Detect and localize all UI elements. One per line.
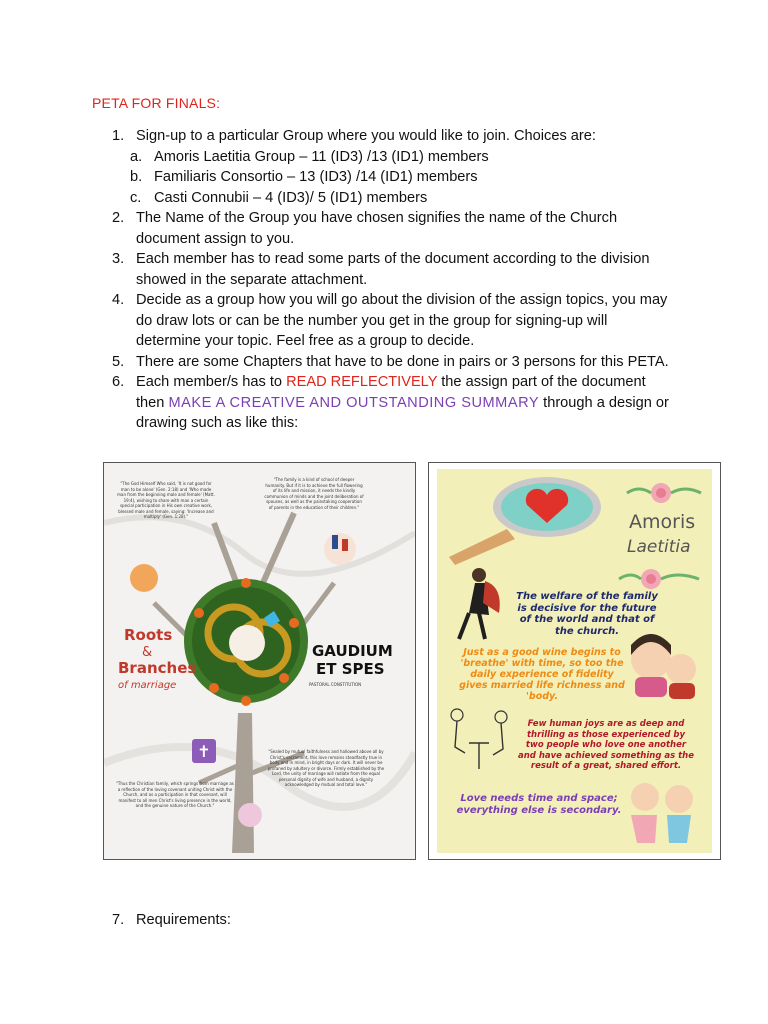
- item-text: The Name of the Group you have chosen signifies the name of the Church document assign to you.: [136, 210, 618, 247]
- creative-summary-highlight: MAKE A CREATIVE AND OUTSTANDING SUMMARY: [168, 394, 540, 411]
- list-item-1: [112, 126, 672, 147]
- choice-text: Amoris Laetitia Group – 11 (ID3) /13 (ID1) members: [154, 148, 489, 165]
- amoris-laetitia-sample-image: [428, 462, 721, 860]
- item-text: Sign-up to a particular Group where you would like to join. Choices are:: [136, 128, 596, 144]
- item-text: Each member has to read some parts of the document according to the division showed in the separate attachment.: [136, 251, 650, 288]
- page-heading: PETA FOR FINALS:: [92, 95, 221, 111]
- choice-b: [112, 167, 672, 188]
- instructions-list: [112, 126, 672, 434]
- item-number: 6.: [112, 374, 125, 390]
- item-text: [136, 372, 672, 434]
- item-number: 5.: [112, 353, 125, 370]
- amp-symbol: &: [142, 645, 153, 660]
- list-item-5: [112, 352, 672, 373]
- list-item-7: [112, 912, 231, 928]
- item-number: 7.: [112, 912, 125, 928]
- item-text: Decide as a group how you will go about the division of the assign topics, you may do draw lots or can be the number you get in the group for signing-up will determine your topic. Feel free as a group to decide.: [136, 292, 668, 349]
- laetitia-title: Laetitia: [627, 537, 691, 557]
- choice-letter: a.: [130, 148, 143, 165]
- item6-part2: the assign part of the document then: [136, 374, 646, 411]
- quote-family-school: "The family is a kind of school of deeper humanity. But if it is to achieve the full flowering of its life and mission, it needs the kindly communion of minds and the joint deliberation of spouses, as well as the painstaking cooperation of parents in the education of their children.": [264, 477, 364, 510]
- choice-text: Casti Connubii – 4 (ID3)/ 5 (ID1) members: [154, 189, 428, 206]
- branches-title: Branches: [118, 659, 197, 677]
- list-item-4: [112, 290, 672, 352]
- gaudium-et-spes-sample-image: [103, 462, 416, 860]
- of-marriage-subtitle: of marriage: [118, 680, 177, 691]
- choice-letter: c.: [130, 189, 142, 206]
- list-item-2: [112, 208, 672, 249]
- item-number: 1.: [112, 128, 125, 144]
- et-spes-title: ET SPES: [316, 660, 385, 678]
- item-number: 4.: [112, 292, 125, 308]
- choice-letter: b.: [130, 169, 143, 185]
- item-number: 3.: [112, 251, 125, 267]
- gaudium-title: GAUDIUM: [312, 642, 393, 660]
- quote-mutual-faithfulness: "Sealed by mutual faithfulness and hallowed above all by Christ's sacrament, this love remains steadfastly true in body and in mind, in bright days or dark. It will never be profaned by adultery or divorce. Firmly established by the Lord, the unity of marriage will radiate from the equal personal dignity of wife and husband, a dignity acknowledged by mutual and total love.": [267, 749, 385, 787]
- item6-part1: Each member/s has to: [136, 374, 287, 390]
- amoris-title: Amoris: [629, 511, 696, 533]
- quote-gen-2-18: "The God Himself Who said, 'It is not good for man to be alone' (Gen. 2:18) and 'Who made man from the beginning male and female' (Matt. 19:4), wishing to share with man a certain special participation in His own creative work, blessed male and female, saying: 'Increase and multiply' (Gen. 1:28).": [117, 481, 215, 519]
- quote-human-joys: Few human joys are as deep and thrilling as those experienced by two people who love one another and have achieved something as the result of a great, shared effort.: [517, 719, 694, 771]
- read-reflectively-highlight: READ REFLECTIVELY: [286, 374, 438, 390]
- quote-love-needs-time: Love needs time and space; everything else is secondary.: [456, 793, 622, 816]
- item6-part3: through a design or drawing such as like this:: [136, 394, 669, 431]
- item-text: There are some Chapters that have to be done in pairs or 3 persons for this PETA.: [136, 353, 669, 370]
- quote-good-wine: Just as a good wine begins to 'breathe' with time, so too the daily experience of fidelity gives married life richness and 'body.: [459, 647, 625, 702]
- constitution-caption: PASTORAL CONSTITUTION: [309, 682, 362, 687]
- choice-a: [112, 147, 672, 168]
- quote-welfare-family: The welfare of the family is decisive for the future of the world and that of the church.: [516, 591, 658, 637]
- choice-text: Familiaris Consortio – 13 (ID3) /14 (ID1) members: [154, 169, 478, 185]
- item-number: 2.: [112, 210, 125, 226]
- svg-text:✝: ✝: [197, 742, 211, 761]
- list-item-6: [112, 372, 672, 434]
- list-item-3: [112, 249, 672, 290]
- roots-title: Roots: [124, 626, 173, 644]
- quote-christian-family: "Thus the Christian family, which springs from marriage as a reflection of the loving covenant uniting Christ with the Church, and as a participation in that covenant, will manifest to all men Christ's living presence in the world, and the genuine nature of the Church.": [116, 781, 234, 808]
- requirements-label: Requirements:: [136, 912, 231, 928]
- gaudium-et-spes-illustration: [104, 463, 415, 859]
- amoris-laetitia-illustration: [429, 463, 720, 859]
- choice-c: [112, 188, 672, 209]
